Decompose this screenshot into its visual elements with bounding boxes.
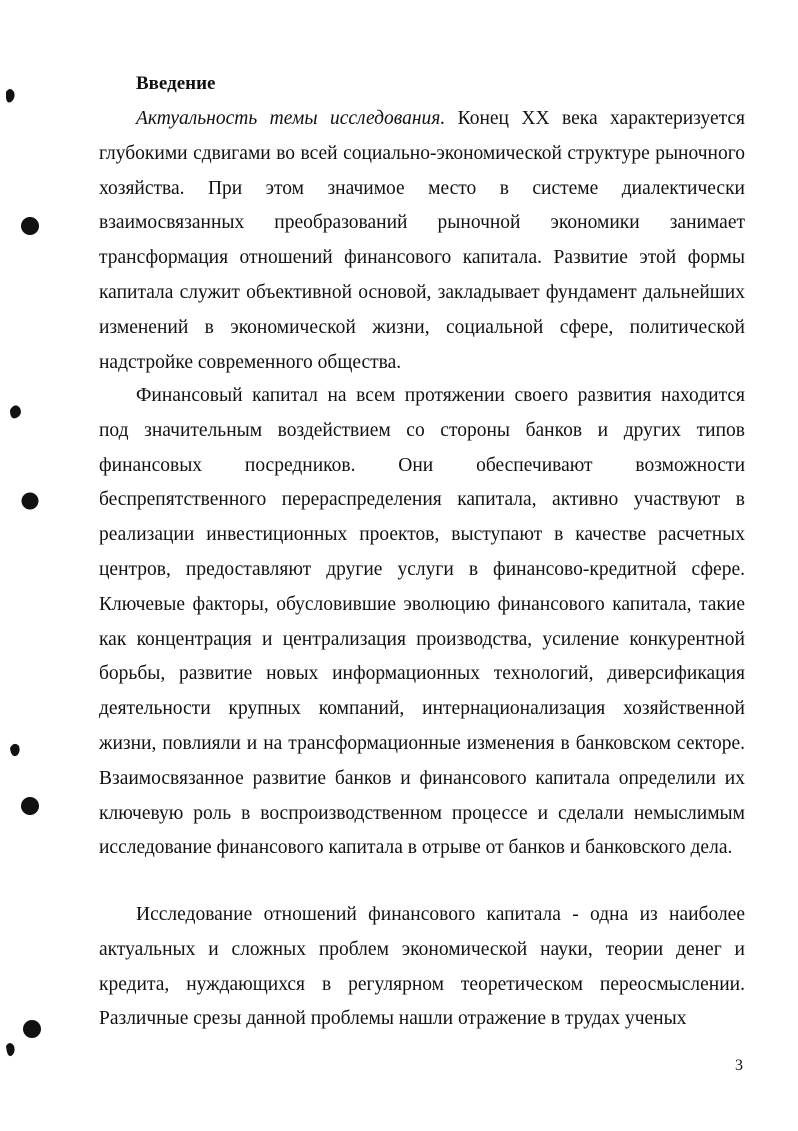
page-number: 3 <box>735 1057 743 1074</box>
section-heading: Введение <box>136 73 216 94</box>
paragraph-relevance <box>99 102 745 380</box>
binder-hole-marks <box>0 0 60 1131</box>
hole-mark-4 <box>22 493 39 510</box>
hole-mark-6 <box>21 797 39 815</box>
paragraph-financial-capital <box>99 379 745 866</box>
paragraph-text: Конец XX века характеризуется глубокими сдвигами во всей социально-экономической структуре рыночного хозяйства. При этом значимое место в системе диалектически взаимосвязанных преобразований рыночной экономики занимает трансформация отношений финансового капитала. Развитие этой формы капитала служит объективной основой, закладывает фундамент дальнейших изменений в экономической жизни, социальной сфере, политической надстройке современного общества. <box>99 108 746 373</box>
paragraph-lead-italic: Актуальность темы исследования. <box>136 108 446 129</box>
hole-mark-2 <box>21 217 39 235</box>
hole-mark-5 <box>10 744 20 756</box>
hole-mark-1 <box>6 89 15 103</box>
hole-mark-3 <box>10 405 21 418</box>
paragraph-text: Финансовый капитал на всем протяжении своего развития находится под значительным воздействием со стороны банков и других типов финансовых посредников. Они обеспечивают возможности беспрепятственного перераспределения капитала, активно участвуют в реализации инвестиционных проектов, выступают в качестве расчетных центров, предоставляют другие услуги в финансово-кредитной сфере. Ключевые факторы, обусловившие эволюцию финансового капитала, такие как концентрация и централизация производства, усиление конкурентной борьбы, развитие новых информационных технологий, диверсификация деятельности крупных компаний, интернационализация хозяйственной жизни, повлияли и на трансформационные изменения в банковском секторе. Взаимосвязанное развитие банков и финансового капитала определили их ключевую роль в воспроизводственном процессе и сделали немыслимым исследование финансового капитала в отрыве от банков и банковского дела. <box>99 385 745 859</box>
paragraph-text: Исследование отношений финансового капитала - одна из наиболее актуальных и сложных проблем экономической науки, теории денег и кредита, нуждающихся в регулярном теоретическом переосмыслении. Различные срезы данной проблемы нашли отражение в трудах ученых <box>99 904 745 1030</box>
hole-mark-8 <box>6 1043 15 1056</box>
paragraph-research <box>99 898 745 1037</box>
hole-mark-7 <box>23 1020 41 1038</box>
